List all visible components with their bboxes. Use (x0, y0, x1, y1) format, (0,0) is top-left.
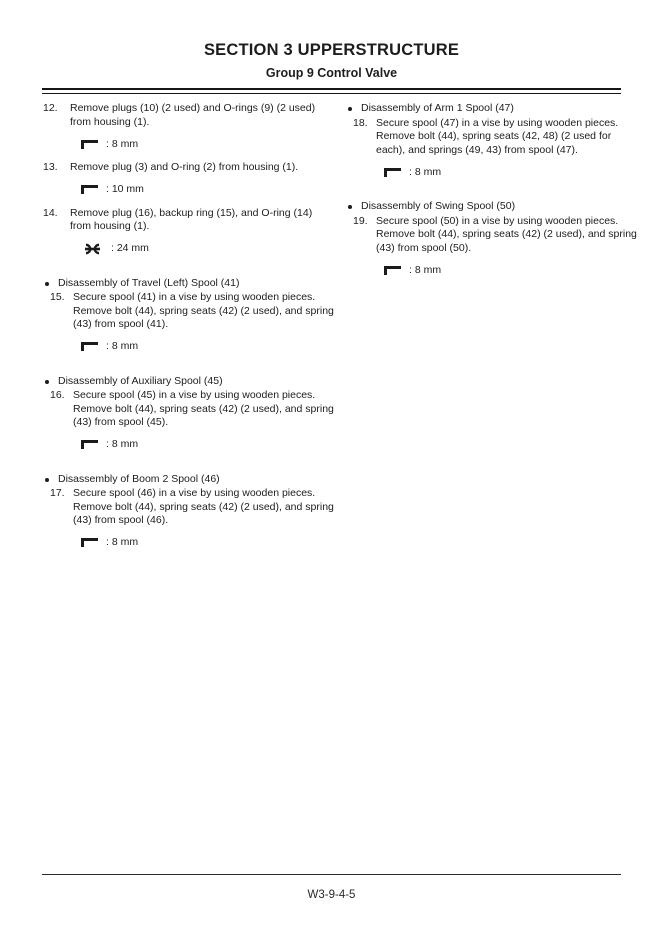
page-content (43, 102, 637, 560)
section-title: Disassembly of Arm 1 Spool (47) (361, 102, 514, 114)
section-heading (346, 102, 637, 116)
step-text: Secure spool (47) in a vise by using wooden pieces. Remove bolt (44), spring seats (42, 48) (2 used for each), and springs (49, 43) from spool (47). (376, 116, 619, 156)
step-text: Secure spool (45) in a vise by using wooden pieces. Remove bolt (44), spring seats (42) (2 used), and spring (43) from spool (45). (73, 389, 334, 428)
step-text: Remove plug (16), backup ring (15), and O-ring (14) from housing (1). (70, 206, 313, 232)
step-row (50, 389, 334, 430)
page-title: SECTION 3 UPPERSTRUCTURE (203, 41, 460, 59)
step-row (43, 207, 334, 234)
step-text: Secure spool (41) in a vise by using wooden pieces. Remove bolt (44), spring seats (42) (2 used), and spring (43) from spool (41). (73, 291, 334, 330)
hex-key-icon (384, 168, 402, 178)
hex-key-icon (81, 342, 99, 352)
section-heading (43, 473, 334, 487)
step-number: 12. (43, 102, 58, 114)
step-row (50, 291, 334, 332)
tool-size-label: : 8 mm (106, 438, 139, 451)
section-heading (43, 375, 334, 389)
section-travel-left-spool (43, 277, 334, 354)
step-text: Secure spool (50) in a vise by using wooden pieces. Remove bolt (44), spring seats (42) (2 used), and spring (43) from spool (50). (376, 214, 637, 254)
step-text: Secure spool (46) in a vise by using wooden pieces. Remove bolt (44), spring seats (42) (2 used), and spring (43) from spool (46). (73, 487, 334, 526)
step-number: 15. (50, 291, 65, 303)
section-auxiliary-spool (43, 375, 334, 452)
page-number: W3-9-4-5 (307, 889, 356, 901)
section-boom-2-spool (43, 473, 334, 550)
hex-key-icon (81, 538, 99, 548)
section-heading (43, 277, 334, 291)
step-row (43, 161, 334, 175)
tool-size-label: : 10 mm (106, 183, 144, 196)
step-number: 19. (353, 214, 368, 227)
tool-size-label: : 8 mm (106, 536, 139, 549)
tool-spec (81, 439, 334, 452)
tool-spec (81, 537, 334, 550)
section-heading (346, 200, 637, 214)
tool-spec (384, 264, 637, 277)
step-item-12 (43, 102, 334, 151)
tool-size-label: : 8 mm (409, 263, 442, 276)
step-row (50, 487, 334, 528)
footer-rule (42, 874, 621, 875)
section-title: Disassembly of Boom 2 Spool (46) (58, 472, 220, 485)
wrench-icon (81, 243, 104, 255)
bullet-icon (45, 478, 49, 482)
tool-spec (81, 138, 334, 151)
step-number: 13. (43, 161, 58, 173)
tool-spec (81, 184, 334, 197)
tool-size-label: : 8 mm (106, 137, 139, 150)
header-rule (42, 88, 621, 94)
step-number: 17. (50, 487, 65, 499)
step-number: 16. (50, 389, 65, 401)
section-title: Disassembly of Swing Spool (50) (361, 200, 516, 212)
tool-size-label: : 8 mm (106, 340, 139, 353)
tool-spec (81, 341, 334, 354)
step-item-13 (43, 161, 334, 197)
bullet-icon (45, 282, 49, 286)
tool-spec (81, 243, 334, 256)
tool-spec (384, 166, 637, 179)
bullet-icon (348, 107, 352, 111)
section-swing-spool (346, 200, 637, 277)
step-text: Remove plug (3) and O-ring (2) from housing (1). (70, 161, 299, 173)
tool-size-label: : 8 mm (409, 165, 442, 178)
page-header (0, 0, 663, 80)
step-number: 14. (43, 206, 58, 219)
page-subtitle: Group 9 Control Valve (265, 66, 398, 80)
column-right (346, 102, 637, 560)
step-number: 18. (353, 116, 368, 129)
hex-key-icon (81, 440, 99, 450)
hex-key-icon (81, 140, 99, 150)
section-title: Disassembly of Travel (Left) Spool (41) (58, 276, 240, 289)
tool-size-label: : 24 mm (111, 242, 149, 255)
hex-key-icon (81, 185, 99, 195)
column-left (43, 102, 334, 560)
step-text: Remove plugs (10) (2 used) and O-rings (9) (2 used) from housing (1). (70, 102, 316, 128)
bullet-icon (348, 205, 352, 209)
section-title: Disassembly of Auxiliary Spool (45) (58, 374, 223, 387)
section-arm-1-spool (346, 102, 637, 179)
bullet-icon (45, 380, 49, 384)
step-row (353, 215, 637, 256)
step-row (353, 117, 637, 158)
step-row (43, 102, 334, 129)
step-item-14 (43, 207, 334, 256)
hex-key-icon (384, 266, 402, 276)
